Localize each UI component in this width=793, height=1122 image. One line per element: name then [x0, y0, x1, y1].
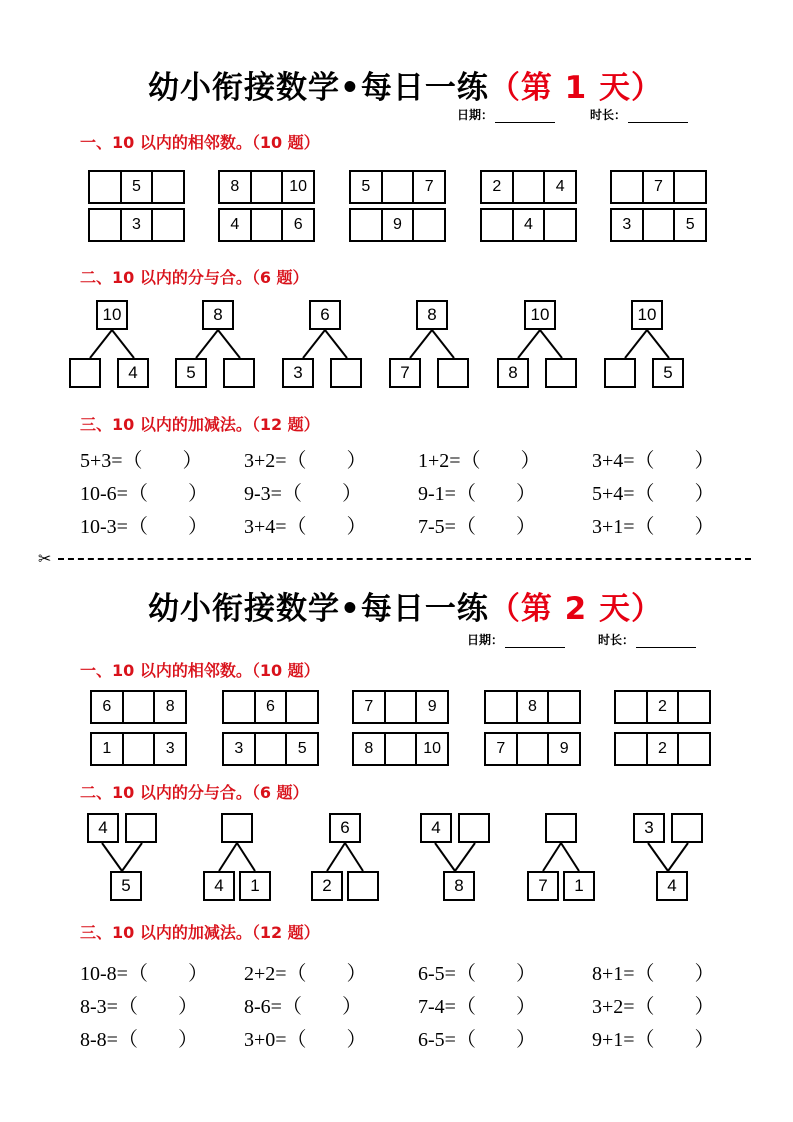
equation[interactable]: 10-3=（ ） [80, 516, 208, 538]
equation[interactable]: 8-6=（ ） [244, 996, 362, 1018]
number-cell: 10 [423, 740, 442, 757]
equation[interactable]: 8-8=（ ） [80, 1029, 198, 1051]
equation[interactable]: 5+3=（ ） [80, 450, 203, 472]
equation[interactable]: 3+2=（ ） [592, 996, 715, 1018]
number-cell: 7 [644, 172, 676, 202]
number-cell: 8 [354, 734, 386, 764]
equation[interactable]: 6-5=（ ） [418, 1029, 536, 1051]
date-label: 日期： [467, 633, 504, 647]
day2-section1-heading: 一、10 以内的相邻数。（10 题） [80, 661, 320, 680]
number-cell: 7 [424, 178, 434, 195]
number-box: 5 [652, 358, 684, 388]
number-cell: 9 [427, 698, 437, 715]
day1-section2-heading: 二、10 以内的分与合。（6 题） [80, 268, 309, 287]
number-box: 7 [389, 358, 421, 388]
number-cell: 2 [482, 172, 514, 202]
number-box: 4 [420, 813, 452, 843]
number-cell: 5 [297, 740, 307, 757]
number-box: 1 [239, 871, 271, 901]
day2-section2-heading: 二、10 以内的分与合。（6 题） [80, 783, 309, 802]
duration-label: 时长： [590, 108, 627, 122]
equation[interactable]: 2+2=（ ） [244, 963, 367, 985]
number-cell: 2 [648, 734, 680, 764]
number-cell: 6 [293, 216, 303, 233]
day1-section3-heading: 三、10 以内的加减法。（12 题） [80, 415, 320, 434]
equation[interactable]: 3+4=（ ） [592, 450, 715, 472]
number-cell: 3 [122, 210, 154, 240]
number-cell: 5 [122, 172, 154, 202]
number-cell: 8 [220, 172, 252, 202]
number-box: 1 [563, 871, 595, 901]
number-box: 4 [117, 358, 149, 388]
number-cell: 4 [220, 210, 252, 240]
equation[interactable]: 9-3=（ ） [244, 483, 362, 505]
duration-label: 时长： [598, 633, 635, 647]
equation[interactable]: 5+4=（ ） [592, 483, 715, 505]
equation[interactable]: 3+4=（ ） [244, 516, 367, 538]
number-box: 4 [203, 871, 235, 901]
equation[interactable]: 8-3=（ ） [80, 996, 198, 1018]
number-cell: 3 [612, 210, 644, 240]
title-day: （第 2 天） [488, 591, 663, 627]
equation[interactable]: 6-5=（ ） [418, 963, 536, 985]
number-cell: 1 [92, 734, 124, 764]
equation[interactable]: 8+1=（ ） [592, 963, 715, 985]
number-box: 10 [524, 300, 556, 330]
number-box: 5 [110, 871, 142, 901]
number-cell: 8 [165, 698, 175, 715]
number-cell: 9 [559, 740, 569, 757]
number-cell: 6 [256, 692, 288, 722]
number-cell: 4 [555, 178, 565, 195]
number-cell: 4 [514, 210, 546, 240]
scissors-icon: ✂ [38, 549, 52, 568]
number-cell: 7 [354, 692, 386, 722]
number-cell: 7 [486, 734, 518, 764]
title-main: 幼小衔接数学•每日一练 [148, 591, 489, 627]
number-cell: 3 [224, 734, 256, 764]
number-box: 6 [309, 300, 341, 330]
number-cell: 6 [92, 692, 124, 722]
equation[interactable]: 10-6=（ ） [80, 483, 208, 505]
equation[interactable]: 9+1=（ ） [592, 1029, 715, 1051]
number-box: 3 [282, 358, 314, 388]
day1-section1-heading: 一、10 以内的相邻数。（10 题） [80, 133, 320, 152]
number-box: 10 [96, 300, 128, 330]
equation[interactable]: 1+2=（ ） [418, 450, 541, 472]
equation[interactable]: 10-8=（ ） [80, 963, 208, 985]
title-day: （第 1 天） [488, 70, 663, 106]
number-cell: 10 [289, 178, 308, 195]
date-label: 日期： [457, 108, 494, 122]
number-box: 6 [329, 813, 361, 843]
equation[interactable]: 3+2=（ ） [244, 450, 367, 472]
number-box: 10 [631, 300, 663, 330]
number-box: 8 [497, 358, 529, 388]
number-box: 2 [311, 871, 343, 901]
number-box: 3 [633, 813, 665, 843]
number-cell: 8 [518, 692, 550, 722]
number-box: 4 [87, 813, 119, 843]
number-box: 7 [527, 871, 559, 901]
number-box: 4 [656, 871, 688, 901]
equation[interactable]: 3+1=（ ） [592, 516, 715, 538]
equation[interactable]: 7-5=（ ） [418, 516, 536, 538]
equation[interactable]: 3+0=（ ） [244, 1029, 367, 1051]
number-cell: 5 [351, 172, 383, 202]
number-box: 5 [175, 358, 207, 388]
title-main: 幼小衔接数学•每日一练 [148, 70, 489, 106]
number-box: 8 [443, 871, 475, 901]
day2-section3-heading: 三、10 以内的加减法。（12 题） [80, 923, 320, 942]
number-box: 8 [202, 300, 234, 330]
number-cell: 9 [383, 210, 415, 240]
number-cell: 5 [685, 216, 695, 233]
equation[interactable]: 7-4=（ ） [418, 996, 536, 1018]
number-cell: 2 [648, 692, 680, 722]
number-cell: 3 [165, 740, 175, 757]
equation[interactable]: 9-1=（ ） [418, 483, 536, 505]
number-box: 8 [416, 300, 448, 330]
